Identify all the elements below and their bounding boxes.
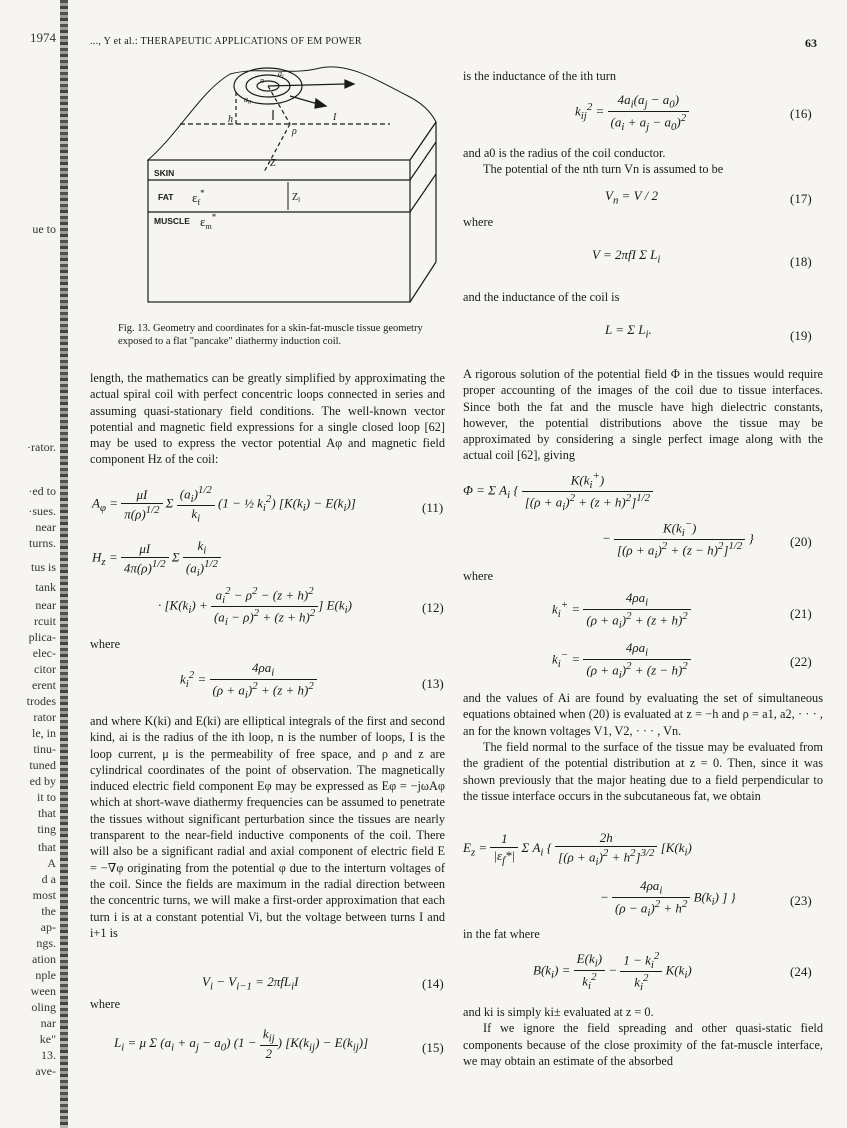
left-col-where1: where — [90, 637, 121, 651]
equation-12: $H_z$ = $\frac{\mu I}{4\pi(\rho)^{1/2}}$ Σ $\frac{k_i}{(a_i)^{1/2}}$ — [92, 538, 221, 579]
margin-fragment: erent — [32, 678, 56, 692]
right-col-para5: and the values of Ai are found by evaluating the set of simultaneous equations obtained when (20) is evaluated at z = −h and ρ = a1, a2, · · · , an for the known voltages V1, V2, · · · , Vn. — [463, 691, 823, 738]
equation-21: $k_i^+$ = $\frac{4\rho a_i}{(\rho + a_i)^2 + (z + h)^2}$ — [552, 590, 691, 631]
margin-fragment: ·sues. — [28, 504, 56, 518]
margin-fragment: that — [38, 840, 56, 854]
margin-fragment: citor — [34, 662, 56, 676]
equation-12-cont: · [$K(k_i)$ + $\frac{a_i^2 - \rho^2 - (z + h)^2}{(a_i - \rho)^2 + (z + h)^2}$ ] $E(k_i)$ — [158, 585, 352, 628]
eq-number-14: (14) — [422, 976, 444, 991]
label-a0: a — [244, 95, 248, 104]
left-col-where2: where — [90, 997, 121, 1011]
label-rho: ρ — [292, 126, 297, 137]
equation-19: L = Σ $L_i$. — [605, 322, 652, 341]
label-I: I — [333, 112, 337, 123]
label-ai: a — [278, 69, 282, 78]
margin-fragment: ting — [37, 822, 56, 836]
equation-23: $E_z$ = $\frac{1}{|\varepsilon_f*|}$ Σ $A_i$ { $\frac{2h}{[(\rho + a_i)^2 + h^2]^{3/2}}$ [$K(k_i)$ — [463, 830, 692, 868]
margin-fragment: plica- — [28, 630, 56, 644]
right-col-para1: is the inductance of the ith turn — [463, 69, 616, 83]
margin-fragment: rator — [33, 710, 56, 724]
eq-number-24: (24) — [790, 964, 812, 979]
margin-fragment: ngs. — [36, 936, 56, 950]
svg-text:ai — [278, 69, 284, 80]
running-head: ..., Y et al.: THERAPEUTIC APPLICATIONS OF EM POWER — [90, 36, 362, 47]
label-muscle: MUSCLE — [154, 216, 190, 226]
eq-number-12: (12) — [422, 600, 444, 615]
margin-fragment: ed by — [29, 774, 56, 788]
label-eps-m-star: * — [211, 212, 217, 222]
margin-fragment: tuned — [29, 758, 56, 772]
margin-fragment: turns. — [29, 536, 56, 550]
equation-23-cont: − $\frac{4\rho a_i}{(\rho - a_i)^2 + h^2}$ $B(k_i)$ ] } — [600, 878, 736, 919]
left-page-bleed — [0, 0, 60, 1128]
right-col-where1: where — [463, 215, 494, 229]
eq-number-18: (18) — [790, 254, 812, 269]
margin-year: 1974 — [30, 30, 56, 45]
eq-number-21: (21) — [790, 606, 812, 621]
margin-fragment: trodes — [26, 694, 56, 708]
svg-text:εf* — [192, 188, 205, 207]
margin-fragment: ween — [30, 984, 56, 998]
margin-fragment: ave- — [35, 1064, 56, 1078]
label-a0-sub: 0 — [248, 100, 251, 106]
margin-fragment: oling — [31, 1000, 56, 1014]
figure-13-diagram — [140, 62, 440, 314]
margin-fragment: ·rator. — [27, 440, 56, 454]
svg-text:εm* — [200, 212, 217, 231]
equation-14: $V_i - V_{i-1} = 2\pi fL_iI$ — [202, 974, 299, 993]
caption-label: Fig. 13. — [118, 323, 151, 334]
equation-15: $L_i = \mu$ Σ $(a_i + a_j - a_0) (1$ − $\frac{k_{ij}}{2}$ ) $[K(k_{ij}) - E(k_{ij})]$ — [114, 1026, 369, 1061]
right-col-para4: A rigorous solution of the potential field Φ in the tissues would require proper accounting of the images of the coil due to tissue interfaces. Since both the fat and the muscle have high dielectric constants, however, the potential distributions above the tissue may be approximated by considering a single perfect image along with the actual coil [62], giving — [463, 367, 823, 463]
margin-fragment: tinu- — [33, 742, 56, 756]
label-z1: Z — [292, 192, 299, 203]
label-eps-f-star: * — [200, 188, 205, 198]
margin-fragment: the — [41, 904, 56, 918]
margin-fragment: ue to — [32, 222, 56, 236]
svg-text:a0 — [244, 95, 251, 106]
margin-fragment: nar — [40, 1016, 56, 1030]
margin-fragment: d a — [41, 872, 56, 886]
label-eps-f-sub: f — [197, 198, 201, 207]
right-col-where2: where — [463, 569, 494, 583]
label-z1-sub: l — [298, 196, 301, 204]
eq-number-19: (19) — [790, 328, 812, 343]
margin-fragment: ke" — [39, 1032, 56, 1046]
label-z: Z — [270, 158, 276, 169]
margin-fragment: tank — [35, 580, 56, 594]
tissue-block — [148, 160, 410, 302]
eq-number-15: (15) — [422, 1040, 444, 1055]
margin-fragment: 13. — [41, 1048, 56, 1062]
right-col-para7: in the fat where — [463, 927, 540, 941]
eq-number-16: (16) — [790, 106, 812, 121]
left-col-para2: and where K(ki) and E(ki) are elliptical integrals of the first and second kind, ai is the radius of the ith loop, n is the number of loops, I is the loop current, μ is the permeability of free space, and ρ and z are cylindrical coordinates of the point of observation. The magnetically induced electric field component Eφ may be expressed as Eφ = −jωAφ which at short-wave diathermy frequencies can be assumed to penetrate the tissues without significant perturbation since the tissues are nearly transparent to the near-field inductive components of the coil. There will also be a significant radial and axial component of electric field E = −∇φ originating from the potential φ due to the interturn voltages of the coil. Since the fields are maximum in the radial direction between the concentric turns, we will make a first-order approximation that each turn i is at a constant potential Vi, but the voltage between turns I and i+1 is — [90, 714, 445, 940]
margin-fragment: it to — [36, 790, 56, 804]
eq-number-22: (22) — [790, 654, 812, 669]
left-col-para1: length, the mathematics can be greatly simplified by approximating the actual spiral coil with perfect concentric loops connected in series and assuming quasi-stationary field conditions. The well-known vector potential and magnetic field expressions for a single closed loop [62] may be used to express the vector potential Aφ and magnetic field component Hz of the coil: — [90, 371, 445, 467]
equation-22: $k_i^-$ = $\frac{4\rho a_i}{(\rho + a_i)^2 + (z - h)^2}$ — [552, 640, 691, 681]
label-skin: SKIN — [154, 168, 175, 178]
eq-number-11: (11) — [422, 500, 444, 515]
right-col-para8: and ki is simply ki± evaluated at z = 0. If we ignore the field spreading and other quasi-static field components because of the close proximity of the fat-muscle interface, we may obtain an estimate of the absorbed — [463, 1005, 823, 1068]
svg-text:Zl — [292, 192, 300, 204]
caption-text: Geometry and coordinates for a skin-fat-muscle tissue geometry exposed to a flat "pancake" diathermy induction coil. — [118, 323, 423, 347]
margin-fragment: elec- — [32, 646, 56, 660]
equation-24: $B(k_i)$ = $\frac{E(k_i)}{k_i^2}$ − $\frac{1 - k_i^2}{k_i^2}$ $K(k_i)$ — [533, 950, 692, 993]
margin-fragment: near — [35, 598, 56, 612]
label-eps-f: ε — [192, 190, 198, 205]
equation-20-cont: − $\frac{K(k_i^-)}{[(\rho + a_i)^2 + (z - h)^2]^{1/2}}$ } — [602, 518, 754, 561]
margin-fragment: nple — [35, 968, 56, 982]
right-col-para3: and the inductance of the coil is — [463, 290, 620, 304]
eq-number-17: (17) — [790, 191, 812, 206]
margin-fragment: ·ed to — [28, 484, 56, 498]
margin-fragment: le, in — [32, 726, 56, 740]
page-number: 63 — [805, 36, 817, 50]
margin-fragment: most — [32, 888, 56, 902]
equation-13: $k_i^2$ = $\frac{4\rho a_i}{(\rho + a_i)^2 + (z + h)^2}$ — [180, 660, 317, 701]
right-col-para6: The field normal to the surface of the tissue may be evaluated from the gradient of the potential distribution at z = 0. Then, since it was shown previously that the major heating due to a field perpendicular to the tissue interface occurs in the subcutaneous fat, we obtain — [463, 740, 823, 803]
figure-caption — [118, 322, 438, 348]
label-eps-m-sub: m — [205, 222, 212, 231]
equation-17: $V_n = V / 2$ — [605, 188, 658, 207]
label-eps-m: ε — [200, 214, 206, 229]
margin-fragment: rcuit — [34, 614, 56, 628]
label-h: h — [228, 114, 233, 125]
margin-fragment: that — [38, 806, 56, 820]
eq-number-23: (23) — [790, 893, 812, 908]
equation-18: V = 2πfI Σ $L_i$ — [592, 247, 661, 266]
equation-20: Φ = Σ $A_i$ { $\frac{K(k_i^+)}{[(\rho + a_i)^2 + (z + h)^2]^{1/2}}$ — [463, 470, 653, 513]
equation-16: $k_{ij}^2$ = $\frac{4a_i(a_j - a_0)}{(a_i + a_j - a_0)^2}$ — [575, 92, 689, 133]
margin-fragment: tus is — [30, 560, 56, 574]
right-col-para2: and a0 is the radius of the coil conductor. The potential of the nth turn Vn is assumed to be — [463, 146, 724, 177]
eq-number-13: (13) — [422, 676, 444, 691]
margin-fragment: ation — [32, 952, 56, 966]
margin-fragment: near — [35, 520, 56, 534]
binding-spine — [60, 0, 68, 1128]
label-n: n — [260, 76, 264, 85]
label-fat: FAT — [158, 192, 174, 202]
margin-fragment: ap- — [40, 920, 56, 934]
margin-fragment: A — [47, 856, 56, 870]
label-ai-sub: i — [282, 74, 284, 80]
equation-11: $A_\varphi$ = $\frac{\mu I}{\pi(\rho)^{1/2}}$ Σ $\frac{(a_i)^{1/2}}{k_i}$ (1 − ½ $k_i^2$) $[K(k_i) - E(k_i)]$ — [92, 484, 356, 525]
eq-number-20: (20) — [790, 534, 812, 549]
